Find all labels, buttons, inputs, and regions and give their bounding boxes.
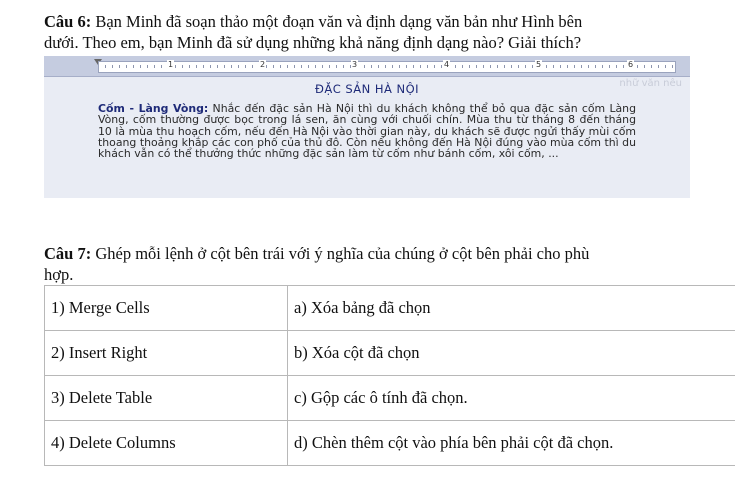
document-title: ĐẶC SẢN HÀ NỘI — [314, 82, 420, 96]
question-7-text-1: Ghép mỗi lệnh ở cột bên trái với ý nghĩa của chúng ở cột bên phải cho phù — [91, 244, 590, 263]
command-cell: 2) Insert Right — [45, 331, 288, 376]
question-7-label: Câu 7: — [44, 244, 92, 263]
question-7-line-1 — [44, 243, 724, 264]
question-7-text-2: hợp. — [44, 265, 74, 284]
ruler-number: 4 — [444, 60, 450, 69]
question-6-line-1 — [44, 11, 724, 32]
question-7 — [44, 243, 724, 285]
meaning-cell: c) Gộp các ô tính đã chọn. — [288, 376, 735, 421]
meaning-cell: b) Xóa cột đã chọn — [288, 331, 735, 376]
ghost-text: nhữ văn nêu — [619, 78, 682, 89]
document-paragraph — [98, 103, 636, 159]
table-row — [45, 331, 735, 376]
table-row — [45, 421, 735, 466]
ruler-number: 2 — [260, 60, 266, 69]
ruler-number: 1 — [168, 60, 174, 69]
table-row — [45, 286, 735, 331]
ruler-number: 3 — [352, 60, 358, 69]
command-cell: 1) Merge Cells — [45, 286, 288, 331]
question-6-label: Câu 6: — [44, 12, 92, 31]
table-row — [45, 376, 735, 421]
ruler-number: 6 — [628, 60, 634, 69]
question-6-text-2: dưới. Theo em, bạn Minh đã sử dụng những khả năng định dạng nào? Giải thích? — [44, 33, 582, 52]
question-6 — [44, 11, 724, 53]
paragraph-lead: Cốm - Làng Vòng: — [98, 102, 209, 115]
meaning-cell: a) Xóa bảng đã chọn — [288, 286, 735, 331]
ruler-number: 5 — [536, 60, 542, 69]
command-cell: 3) Delete Table — [45, 376, 288, 421]
command-cell: 4) Delete Columns — [45, 421, 288, 466]
ruler-track — [98, 61, 676, 73]
paragraph-body: Nhắc đến đặc sản Hà Nội thì du khách không thể bỏ qua đặc sản cốm Làng Vòng, cốm thường được bọc trong lá sen, ăn cùng với chuối chín. Mùa thu từ tháng 8 đến tháng 10 là mùa thu hoạch cốm, nếu đến Hà Nội vào thời gian này, du khách sẽ được ngửi thấy mùi cốm thoang thoảng khắp các con phố của thủ đô. Còn nếu không đến Hà Nội đúng vào mùa cốm thì du khách vẫn có thể thưởng thức những đặc sản làm từ cốm như bánh cốm, xôi cốm, ... — [98, 102, 636, 161]
matching-table — [44, 285, 735, 466]
meaning-cell: d) Chèn thêm cột vào phía bên phải cột đã chọn. — [288, 421, 735, 466]
ruler — [44, 56, 690, 77]
question-6-text-1: Bạn Minh đã soạn thảo một đoạn văn và định dạng văn bản như Hình bên — [91, 12, 583, 31]
word-processor-figure — [44, 56, 690, 198]
